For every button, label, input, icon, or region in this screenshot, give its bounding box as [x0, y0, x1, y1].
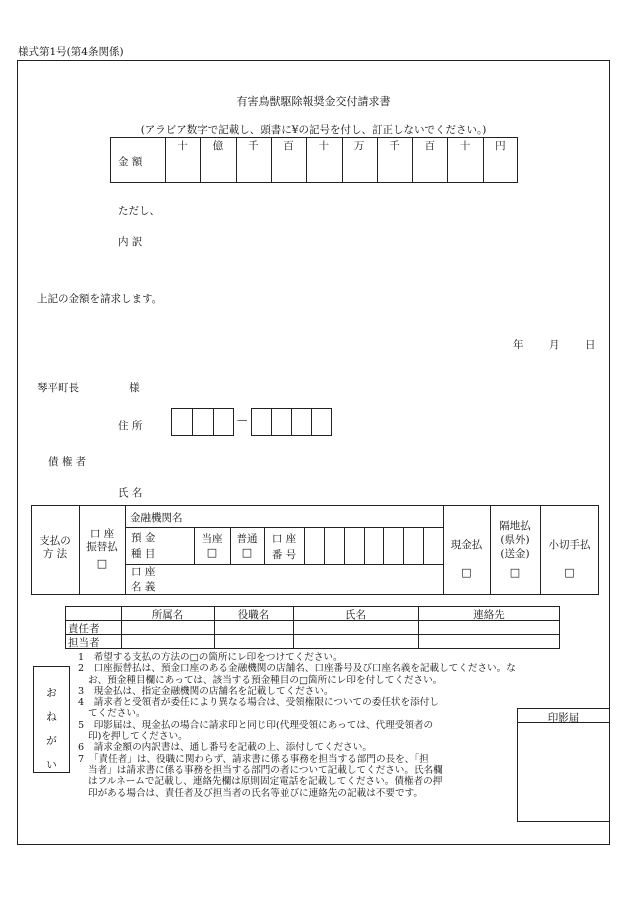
form-number: 様式第1号(第4条関係): [18, 46, 124, 58]
holder-label-1: 口 座: [131, 566, 156, 578]
note-line: 印)を押してください。: [88, 731, 188, 743]
contact-header-name: 氏名: [345, 609, 366, 621]
amount-unit-label: 十: [318, 140, 330, 152]
account-number-cell[interactable]: [383, 527, 403, 564]
toza-label: 当座: [201, 533, 223, 545]
account-number-cell[interactable]: [403, 527, 423, 564]
amount-digit-cell[interactable]: [165, 137, 200, 183]
uchiwake-label: 内 訳: [118, 236, 143, 248]
creditor-label: 債 権 者: [48, 456, 87, 468]
deposit-type-label: [131, 530, 188, 562]
deposit-type-label-1: 預 金: [131, 532, 156, 544]
note-line: 当者」は請求書に係る事務を担当する部門の者について記載してください。氏名欄: [88, 764, 443, 776]
account-number-cell[interactable]: [364, 527, 384, 564]
holder-label-2: 名 義: [131, 581, 156, 593]
amount-instruction: (アラビア数字で記載し、頭書に¥の記号を付し、訂正しないでください。): [140, 124, 487, 136]
futsu-label: 普通: [236, 533, 258, 545]
contact-header-dept: 所属名: [151, 609, 184, 621]
remote-label-main: 隔地払: [499, 520, 531, 532]
form-title: 有害鳥獣駆除報奨金交付請求書: [236, 95, 391, 108]
tadashi-label: ただし、: [118, 205, 160, 217]
postal-dash: —: [237, 414, 248, 426]
account-number-cell[interactable]: [344, 527, 364, 564]
account-no-label-2: 番 号: [271, 549, 297, 561]
onegai-char-3: が: [46, 735, 57, 747]
holder-label: [131, 565, 188, 595]
account-number-cell[interactable]: [324, 527, 344, 564]
amount-unit-label: 百: [424, 140, 435, 152]
onegai-char-2: ね: [46, 711, 57, 723]
seal-label: 印影届: [547, 712, 580, 724]
amount-unit-label: 百: [283, 140, 294, 152]
deposit-type-label-2: 種 目: [131, 548, 156, 560]
cash-label: 現金払: [450, 539, 483, 551]
postal-code-first[interactable]: [171, 408, 234, 436]
amount-digit-cell[interactable]: [306, 137, 341, 183]
notes: [78, 652, 608, 799]
date-year: 年: [513, 339, 524, 351]
account-number-cell[interactable]: [423, 527, 443, 564]
cash-checkbox[interactable]: □: [461, 566, 472, 579]
recipient-sama: 様: [129, 382, 140, 394]
note-line: 1 希望する支払の方法の□の箇所にレ印をつけてください。: [78, 652, 343, 663]
note-line: 5 印影届は、現金払の場合に請求印と同じ印(代理受領にあっては、代理受領者の: [78, 719, 434, 731]
toza-checkbox[interactable]: □: [206, 546, 218, 559]
amount-digit-cell[interactable]: [236, 137, 271, 183]
account-no-label-1: 口 座: [271, 533, 297, 545]
amount-digit-cell[interactable]: [200, 137, 235, 183]
amount-unit-label: 千: [247, 140, 259, 152]
contact-header-contact: 連絡先: [473, 609, 505, 621]
amount-digit-cell[interactable]: [342, 137, 377, 183]
amount-unit-label: 十: [459, 140, 471, 152]
request-text: 上記の金額を請求します。: [37, 293, 163, 305]
recipient-name: 琴平町長: [37, 382, 79, 394]
note-line: 印がある場合は、責任者及び担当者の氏名等並びに連絡先の記載は不要です。: [88, 787, 424, 799]
amount-digit-cell[interactable]: [447, 137, 482, 183]
amount-unit-label: 万: [353, 140, 365, 152]
payment-method-label: 支払の 方 法: [39, 535, 71, 560]
date-day: 日: [585, 339, 596, 351]
note-line: はフルネームで記載し、連絡先欄は原則固定電話を記載してください。債権者の押: [88, 776, 443, 788]
row-label-responsible: 責任者: [68, 623, 100, 635]
date-month: 月: [549, 339, 560, 351]
futsu-checkbox[interactable]: □: [241, 546, 253, 559]
row-label-staff: 担当者: [68, 637, 100, 649]
remote-label: [490, 519, 540, 561]
amount-digit-cell[interactable]: [483, 137, 518, 183]
note-line: 6 請求金額の内訳書は、通し番号を記載の上、添付してください。: [78, 742, 372, 754]
remote-label-sub2: (送金): [500, 548, 530, 560]
check-label: 小切手払: [548, 539, 591, 551]
note-line: てください。: [88, 708, 146, 720]
amount-digit-cell[interactable]: [412, 137, 447, 183]
amount-unit-label: 千: [389, 140, 400, 152]
amount-digit-cell[interactable]: [271, 137, 306, 183]
note-line: 2 口座振替払は、預金口座のある金融機関の店舗名、口座番号及び口座名義を記載してください。な: [78, 663, 516, 675]
transfer-label: 口 座 振替払: [86, 528, 118, 553]
onegai-char-1: お: [46, 687, 57, 699]
onegai-char-4: い: [46, 759, 57, 771]
contact-header-title: 役職名: [237, 609, 270, 621]
account-no-label: [264, 531, 304, 563]
amount-unit-label: 億: [212, 140, 224, 152]
name-label: 氏 名: [118, 487, 143, 499]
note-line: 3 現金払は、指定金融機関の店舗名を記載してください。: [78, 685, 334, 697]
bank-name-label: 金融機関名: [130, 512, 183, 524]
amount-digit-cell[interactable]: [377, 137, 412, 183]
transfer-checkbox[interactable]: □: [96, 557, 108, 570]
note-line: お、預金種目欄にあっては、該当する預金種目の□箇所にレ印を付してください。: [88, 674, 443, 686]
check-checkbox[interactable]: □: [564, 566, 575, 579]
note-line: 4 請求者と受領者が委任により異なる場合は、受領権限についての委任状を添付し: [78, 697, 439, 709]
amount-unit-label: 十: [177, 140, 188, 152]
remote-checkbox[interactable]: □: [509, 566, 521, 579]
amount-unit-label: 円: [495, 140, 506, 152]
account-number-cell[interactable]: [304, 527, 324, 564]
remote-label-sub1: (県外): [500, 534, 530, 546]
amount-label: 金 額: [118, 156, 143, 168]
note-line: 7 「責任者」は、役職に関わらず、請求書に係る事務を担当する部門の長を、「担: [78, 753, 429, 765]
address-label: 住 所: [118, 420, 143, 432]
